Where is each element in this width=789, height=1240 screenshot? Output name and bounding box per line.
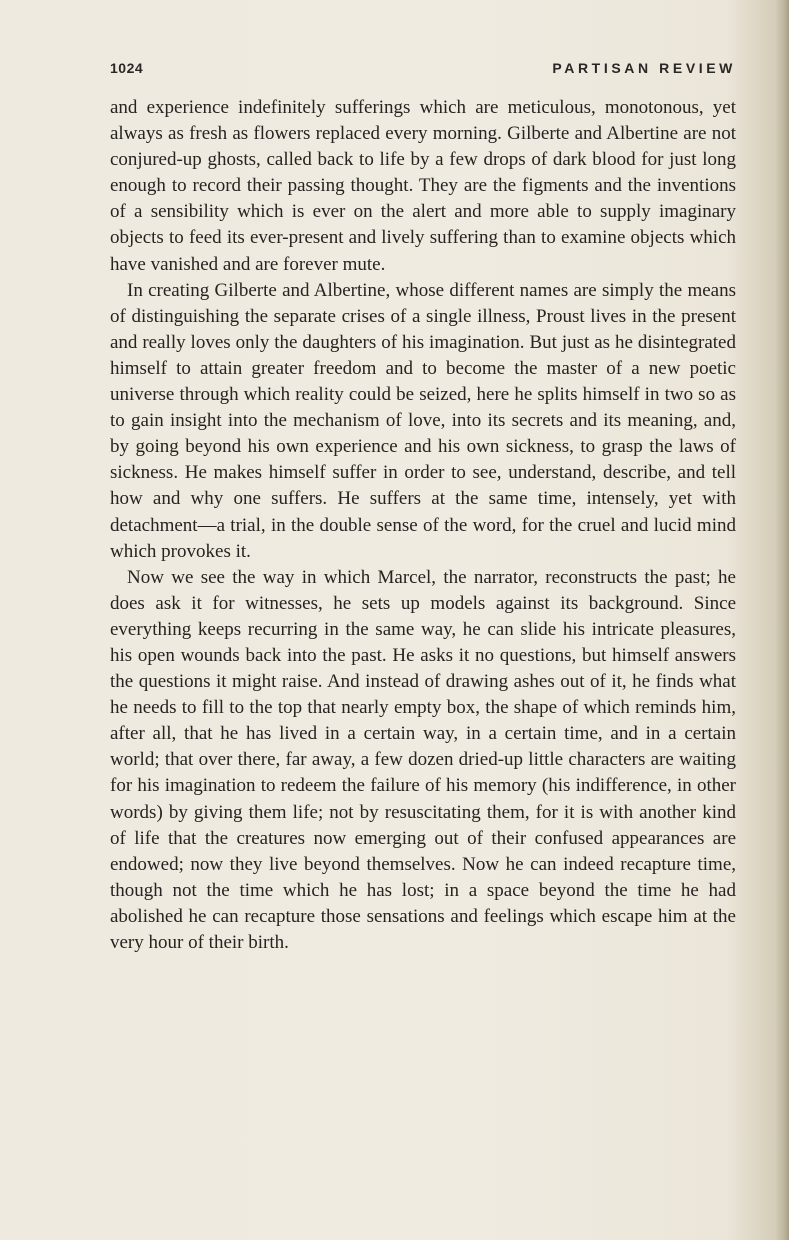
paragraph-1: and experience indefinitely sufferings which are meticulous, monotonous, yet always as fresh as flowers replaced every morning. Gilberte and Albertine are not conjured-up ghosts, called back to life by a few drops of dark blood for just long enough to record their passing thought. They are the figments and the inventions of a sensibility which is ever on the alert and more able to supply imaginary objects to feed its ever-present and lively suffering than to examine objects which have vanished and are forever mute.	[110, 97, 736, 275]
body-text	[110, 95, 736, 956]
journal-title: PARTISAN REVIEW	[552, 60, 736, 76]
paragraph-3: Now we see the way in which Marcel, the narrator, reconstructs the past; he does ask it for witnesses, he sets up models against its background. Since everything keeps recurring in the same way, he can slide his intricate pleasures, his open wounds back into the past. He asks it no questions, but himself answers the questions it might raise. And instead of drawing ashes out of it, he finds what he needs to fill to the top that nearly empty box, the shape of which reminds him, after all, that he has lived in a certain way, in a certain time, and in a certain world; that over there, far away, a few dozen dried-up little characters are waiting for his imagination to redeem the failure of his memory (his indifference, in other words) by giving them life; not by resuscitating them, for it is with another kind of life that the creatures now emerging out of their confused appearances are endowed; now they live beyond themselves. Now he can indeed recapture time, though not the time which he has lost; in a space beyond the time he had abolished he can recapture those sensations and feelings which escape him at the very hour of their birth.	[110, 566, 736, 953]
page-number: 1024	[110, 60, 144, 76]
paragraph-2: In creating Gilberte and Albertine, whose different names are simply the means of distinguishing the separate crises of a single illness, Proust lives in the present and really loves only the daughters of his imagination. But just as he disintegrated himself to attain greater freedom and to become the master of a new poetic universe through which reality could be seized, here he splits himself in two so as to gain insight into the mechanism of love, into its secrets and its meaning, and, by going beyond his own experience and his own sickness, to grasp the laws of sickness. He makes himself suffer in order to see, understand, describe, and tell how and why one suffers. He suffers at the same time, intensely, yet with detachment—a trial, in the double sense of the word, for the cruel and lucid mind which provokes it.	[110, 279, 736, 562]
running-head	[110, 60, 736, 82]
page-edge-shadow	[775, 0, 789, 1240]
